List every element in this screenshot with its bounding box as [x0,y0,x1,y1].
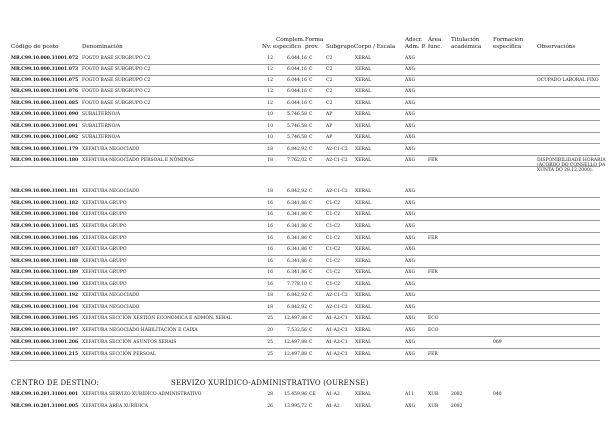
post-corpo: XERAL [355,101,372,106]
post-subgroup: C2 [326,56,333,61]
post-subgroup: A1-A2-C1 [326,352,348,357]
post-titulation: 2082 [451,404,463,409]
post-level: 28 [267,392,273,397]
post-level: 25 [267,340,273,345]
post-code: MR.C99.10.000.31001.188 [11,259,79,264]
post-adscription: AXG [405,135,416,140]
row-separator [10,86,600,87]
post-corpo: XERAL [355,212,372,217]
post-corpo: XERAL [355,124,372,129]
post-area: XUR [428,404,439,409]
post-denomination: XEFATURA GRUPO [82,247,127,252]
col-forma-header: Forma [305,37,324,43]
post-subgroup: A1-A2-C1 [326,328,348,333]
post-area: ECO [428,328,439,333]
post-level: 16 [267,247,273,252]
post-titulation: 2082 [451,392,463,397]
post-denomination: XEFATURA SECCIÓN XESTIÓN ECONÓMICA E ADMÓN. XERAL [82,316,232,321]
post-denomination: XEFATURA NEGOCIADO [82,305,140,310]
post-level: 16 [267,224,273,229]
post-adscription: AXG [405,158,416,163]
col-func-header: func. [428,44,443,50]
post-code: MR.C99.10.000.31001.092 [11,135,79,140]
post-level: 16 [267,270,273,275]
post-subgroup: A1-A2 [326,404,340,409]
post-code: MR.C99.10.000.31001.192 [11,293,79,298]
post-forma-prov: C [309,259,313,264]
post-forma-prov: C [309,189,313,194]
post-denomination: FOGTO BASE SUBGRUPO C2 [82,78,151,83]
post-corpo: XERAL [355,89,372,94]
centro-destino-heading [11,379,369,387]
row-separator [10,290,600,291]
post-subgroup: C1-C2 [326,270,341,275]
row-separator [10,120,600,121]
post-level: 10 [267,135,273,140]
post-forma-prov: C [309,135,313,140]
post-forma-prov: C [309,293,313,298]
post-denomination: FOGTO BASE SUBGRUPO C2 [82,56,151,61]
post-adscription: AXG [405,293,416,298]
post-level: 25 [267,316,273,321]
centro-destino-label: CENTRO DE DESTINO: [11,379,100,387]
row-separator [10,313,600,314]
post-denomination: XEFATURA GRUPO [82,201,127,206]
post-denomination: FOGTO BASE SUBGRUPO C2 [82,89,151,94]
post-adscription: AXG [405,270,416,275]
row-separator [10,324,600,325]
col-prov-header: prov. [305,44,319,50]
post-level: 18 [267,189,273,194]
post-corpo: XERAL [355,352,372,357]
post-adscription: AXG [405,78,416,83]
post-adscription: AXG [405,67,416,72]
col-codigo-header: Código de posto [11,44,59,50]
post-code: MR.C99.10.000.31001.076 [11,89,79,94]
row-separator [10,143,600,144]
post-denomination: XEFATURA NEGOCIADO PERSOAL E NÓMINAS [82,158,194,163]
post-subgroup: A2-C1-C2 [326,147,348,152]
row-separator [10,301,600,302]
post-code: MR.C99.10.000.31001.184 [11,212,79,217]
post-code: MR.C99.10.000.31001.197 [11,328,79,333]
row-separator [10,360,600,361]
post-complement: 6.842,92 [286,189,307,194]
post-forma-prov: C [309,316,313,321]
post-code: MR.C99.10.000.31001.180 [11,158,79,163]
post-adscription: AXG [405,124,416,129]
post-complement: 5.746,58 [286,112,307,117]
post-level: 12 [267,78,273,83]
post-level: 18 [267,305,273,310]
post-adscription: AXG [405,259,416,264]
post-forma-prov: C [309,328,313,333]
post-code: MR.C99.10.000.31001.190 [11,282,79,287]
post-corpo: XERAL [355,135,372,140]
post-complement: 6.044,16 [286,56,307,61]
row-separator [10,155,600,156]
post-code: MR.C99.10.000.31001.215 [11,352,79,357]
post-denomination: XEFATURA SECCIÓN ASUNTOS XERAIS [82,340,177,345]
post-corpo: XERAL [355,316,372,321]
col-adm-header: Adm. P. [405,44,426,50]
post-forma-prov: C [309,224,313,229]
col-area-header: Área [428,37,442,43]
post-level: 16 [267,259,273,264]
post-subgroup: C1-C2 [326,259,341,264]
post-code: MR.C99.10.000.31001.194 [11,305,79,310]
post-corpo: XERAL [355,112,372,117]
post-complement: 6.044,16 [286,67,307,72]
post-level: 16 [267,282,273,287]
post-complement: 6.341,86 [286,201,307,206]
post-corpo: XERAL [355,259,372,264]
row-separator [10,267,600,268]
row-separator [10,348,600,349]
post-adscription: AXG [405,404,416,409]
row-separator [10,166,600,167]
post-code: MR.C99.10.201.31001.001 [11,392,79,397]
post-denomination: XEFATURA SERVIZO XURÍDICO-ADMINISTRATIVO [82,392,202,397]
post-denomination: SUBALTERNO/A [82,124,121,129]
row-separator [10,209,600,210]
post-complement: 6.044,16 [286,89,307,94]
col-denominacion-header: Denominación [82,44,123,50]
post-denomination: FOGTO BASE SUBGRUPO C2 [82,101,151,106]
post-forma-prov: C [309,282,313,287]
post-corpo: XERAL [355,247,372,252]
post-area: ECO [428,316,439,321]
post-subgroup: C1-C2 [326,212,341,217]
post-complement: 7.778,10 [286,282,307,287]
post-subgroup: AP [326,112,333,117]
col-observacions-header: Observacións [537,44,576,50]
post-adscription: AXG [405,101,416,106]
post-complement: 6.044,16 [286,101,307,106]
post-adscription: AXG [405,89,416,94]
post-adscription: AXG [405,189,416,194]
row-separator [10,132,600,133]
post-subgroup: A2-C1-C2 [326,189,348,194]
post-denomination: XEFATURA GRUPO [82,282,127,287]
post-denomination: XEFATURA NEGOCIADO [82,293,140,298]
post-level: 18 [267,293,273,298]
post-complement: 6.044,16 [286,78,307,83]
post-area: XUR [428,392,439,397]
post-denomination: XEFATURA GRUPO [82,259,127,264]
post-forma-prov: C [309,247,313,252]
post-subgroup: A2-C1-C2 [326,158,348,163]
post-subgroup: C1-C2 [326,224,341,229]
post-level: 20 [267,328,273,333]
post-adscription: AXG [405,224,416,229]
post-corpo: XERAL [355,201,372,206]
post-corpo: XERAL [355,78,372,83]
post-observations: OCUPADO LABORAL FIXO [537,78,599,83]
post-code: MR.C99.10.000.31001.075 [11,78,79,83]
post-corpo: XERAL [355,293,372,298]
post-denomination: SUBALTERNO/A [82,135,121,140]
post-complement: 6.842,92 [286,293,307,298]
post-forma-prov: C [309,212,313,217]
post-code: MR.C99.10.000.31001.091 [11,124,79,129]
post-adscription: AXG [405,247,416,252]
post-forma-prov: C [309,158,313,163]
post-level: 18 [267,158,273,163]
post-code: MR.C99.10.000.31001.090 [11,112,79,117]
post-code: MR.C99.10.000.31001.186 [11,236,79,241]
post-complement: 13.995,72 [284,404,307,409]
post-denomination: XEFATURA GRUPO [82,236,127,241]
post-forma-prov: C [309,352,313,357]
post-denomination: FOGTO BASE SUBGRUPO C2 [82,67,151,72]
post-forma-prov: C [309,89,313,94]
post-denomination: XEFATURA NEGOCIADO [82,147,140,152]
post-complement: 6.842,92 [286,305,307,310]
post-corpo: XERAL [355,236,372,241]
row-separator [10,197,600,198]
post-forma-prov: C [309,201,313,206]
col-nivel-header: Nv. específico [262,44,302,50]
post-code: MR.C99.10.000.31001.206 [11,340,79,345]
post-forma-prov: C [309,67,313,72]
post-level: 10 [267,112,273,117]
post-denomination: XEFATURA NEGOCIADO [82,189,140,194]
post-subgroup: A1-A2 [326,392,340,397]
post-forma-prov: C [309,78,313,83]
post-complement: 12.497,88 [284,340,307,345]
post-code: MR.C99.10.000.31001.179 [11,147,79,152]
post-corpo: XERAL [355,340,372,345]
col-titulacion-header: Titulación [451,37,480,43]
post-level: 12 [267,56,273,61]
post-complement: 6.341,86 [286,212,307,217]
row-separator [10,278,600,279]
post-code: MR.C99.10.000.31001.085 [11,101,79,106]
post-corpo: XERAL [355,67,372,72]
post-adscription: AXG [405,212,416,217]
post-subgroup: AP [326,124,333,129]
post-code: MR.C99.10.000.31001.073 [11,67,79,72]
post-adscription: AXG [405,201,416,206]
post-denomination: XEFATURA GRUPO [82,224,127,229]
post-subgroup: C2 [326,101,333,106]
post-forma-prov: C [309,305,313,310]
post-subgroup: A2-C1-C2 [326,293,348,298]
post-code: MR.C99.10.000.31001.185 [11,224,79,229]
col-formacion-header: Formación [493,37,524,43]
post-subgroup: C1-C2 [326,201,341,206]
post-adscription: A11 [405,392,414,397]
post-subgroup: C2 [326,89,333,94]
post-adscription: AXG [405,352,416,357]
post-corpo: XERAL [355,404,372,409]
post-code: MR.C99.10.000.31001.182 [11,201,79,206]
post-code: MR.C99.10.000.31001.181 [11,189,79,194]
post-level: 18 [267,147,273,152]
post-adscription: AXG [405,305,416,310]
post-area: FER [428,236,438,241]
post-corpo: XERAL [355,147,372,152]
post-level: 12 [267,101,273,106]
post-level: 25 [267,352,273,357]
post-corpo: XERAL [355,305,372,310]
post-code: MR.C99.10.201.31001.005 [11,404,79,409]
post-adscription: AXG [405,56,416,61]
post-adscription: AXG [405,328,416,333]
col-complem-header: Complem. [276,37,305,43]
row-separator [10,220,600,221]
post-complement: 6.341,86 [286,259,307,264]
row-separator [10,255,600,256]
post-forma-prov: C [309,147,313,152]
post-complement: 6.341,86 [286,224,307,229]
post-code: MR.C99.10.000.31001.187 [11,247,79,252]
post-subgroup: A1-A2-C1 [326,340,348,345]
post-corpo: XERAL [355,270,372,275]
post-forma-prov: C [309,270,313,275]
post-level: 26 [267,404,273,409]
post-corpo: XERAL [355,282,372,287]
row-separator [10,64,600,65]
post-complement: 5.746,58 [286,124,307,129]
post-denomination: XEFATURA SECCIÓN PERSOAL [82,352,156,357]
post-complement: 6.341,86 [286,270,307,275]
post-forma-prov: C [309,101,313,106]
post-area: FER [428,352,438,357]
post-code: MR.C99.10.000.31001.072 [11,56,79,61]
post-forma-prov: C [309,236,313,241]
post-subgroup: C2 [326,67,333,72]
row-separator [10,109,600,110]
post-complement: 6.341,86 [286,247,307,252]
post-complement: 15.459,96 [284,392,307,397]
post-forma-prov: CE [309,392,316,397]
row-separator [10,244,600,245]
post-level: 12 [267,67,273,72]
post-adscription: AXG [405,236,416,241]
post-subgroup: A1-A2-C1 [326,316,348,321]
post-complement: 7.532,56 [286,328,307,333]
post-complement: 12.497,88 [284,352,307,357]
post-area: FER [428,158,438,163]
row-separator [10,97,600,98]
post-corpo: XERAL [355,158,372,163]
post-subgroup: C1-C2 [326,247,341,252]
post-subgroup: C2 [326,78,333,83]
post-complement: 6.341,86 [286,236,307,241]
post-level: 16 [267,212,273,217]
post-code: MR.C99.10.000.31001.195 [11,316,79,321]
post-forma-prov: C [309,124,313,129]
post-subgroup: A2-C1-C2 [326,305,348,310]
post-denomination: XEFATURA NEGOCIADO HABILITACIÓN E CAIXA [82,328,198,333]
post-subgroup: C1-C2 [326,282,341,287]
post-corpo: XERAL [355,392,372,397]
post-adscription: AXG [405,112,416,117]
post-subgroup: AP [326,135,333,140]
row-separator [10,336,600,337]
post-corpo: XERAL [355,56,372,61]
post-corpo: XERAL [355,328,372,333]
row-separator [10,75,600,76]
col-especifica-header: específica [493,44,522,50]
post-forma-prov: C [309,112,313,117]
post-level: 12 [267,89,273,94]
post-forma-prov: C [309,56,313,61]
post-forma-prov: C [309,340,313,345]
post-subgroup: C1-C2 [326,236,341,241]
post-observations: DISPONIBILIDADE HORARIA (ACORDO DO CONSELLO DA XUNTA DO 28.12.2000). [537,158,606,174]
row-separator [10,232,600,233]
post-level: 10 [267,124,273,129]
post-level: 16 [267,201,273,206]
post-denomination: SUBALTERNO/A [82,112,121,117]
post-formation: 069 [493,340,502,345]
post-forma-prov: C [309,404,313,409]
post-area: FER [428,270,438,275]
post-adscription: AXG [405,282,416,287]
col-academica-header: académica [451,44,482,50]
post-adscription: AXG [405,147,416,152]
post-code: MR.C99.10.000.31001.189 [11,270,79,275]
post-denomination: XEFATURA GRUPO [82,212,127,217]
post-level: 16 [267,236,273,241]
col-subgrupo-header: Subgrupo [326,44,354,50]
col-corpo-header: Corpo / Escala [354,44,396,50]
post-complement: 5.746,58 [286,135,307,140]
post-corpo: XERAL [355,224,372,229]
post-corpo: XERAL [355,189,372,194]
post-adscription: AXG [405,316,416,321]
post-complement: 7.762,02 [286,158,307,163]
post-complement: 12.497,88 [284,316,307,321]
post-complement: 6.842,92 [286,147,307,152]
post-denomination: XEFATURA ÁREA XURÍDICA [82,404,148,409]
post-adscription: AXG [405,340,416,345]
post-formation: 040 [493,392,502,397]
post-denomination: XEFATURA GRUPO [82,270,127,275]
col-adscr-header: Adscr. [405,37,423,43]
centro-destino-value: SERVIZO XURÍDICO-ADMINISTRATIVO (OURENSE) [171,379,369,387]
